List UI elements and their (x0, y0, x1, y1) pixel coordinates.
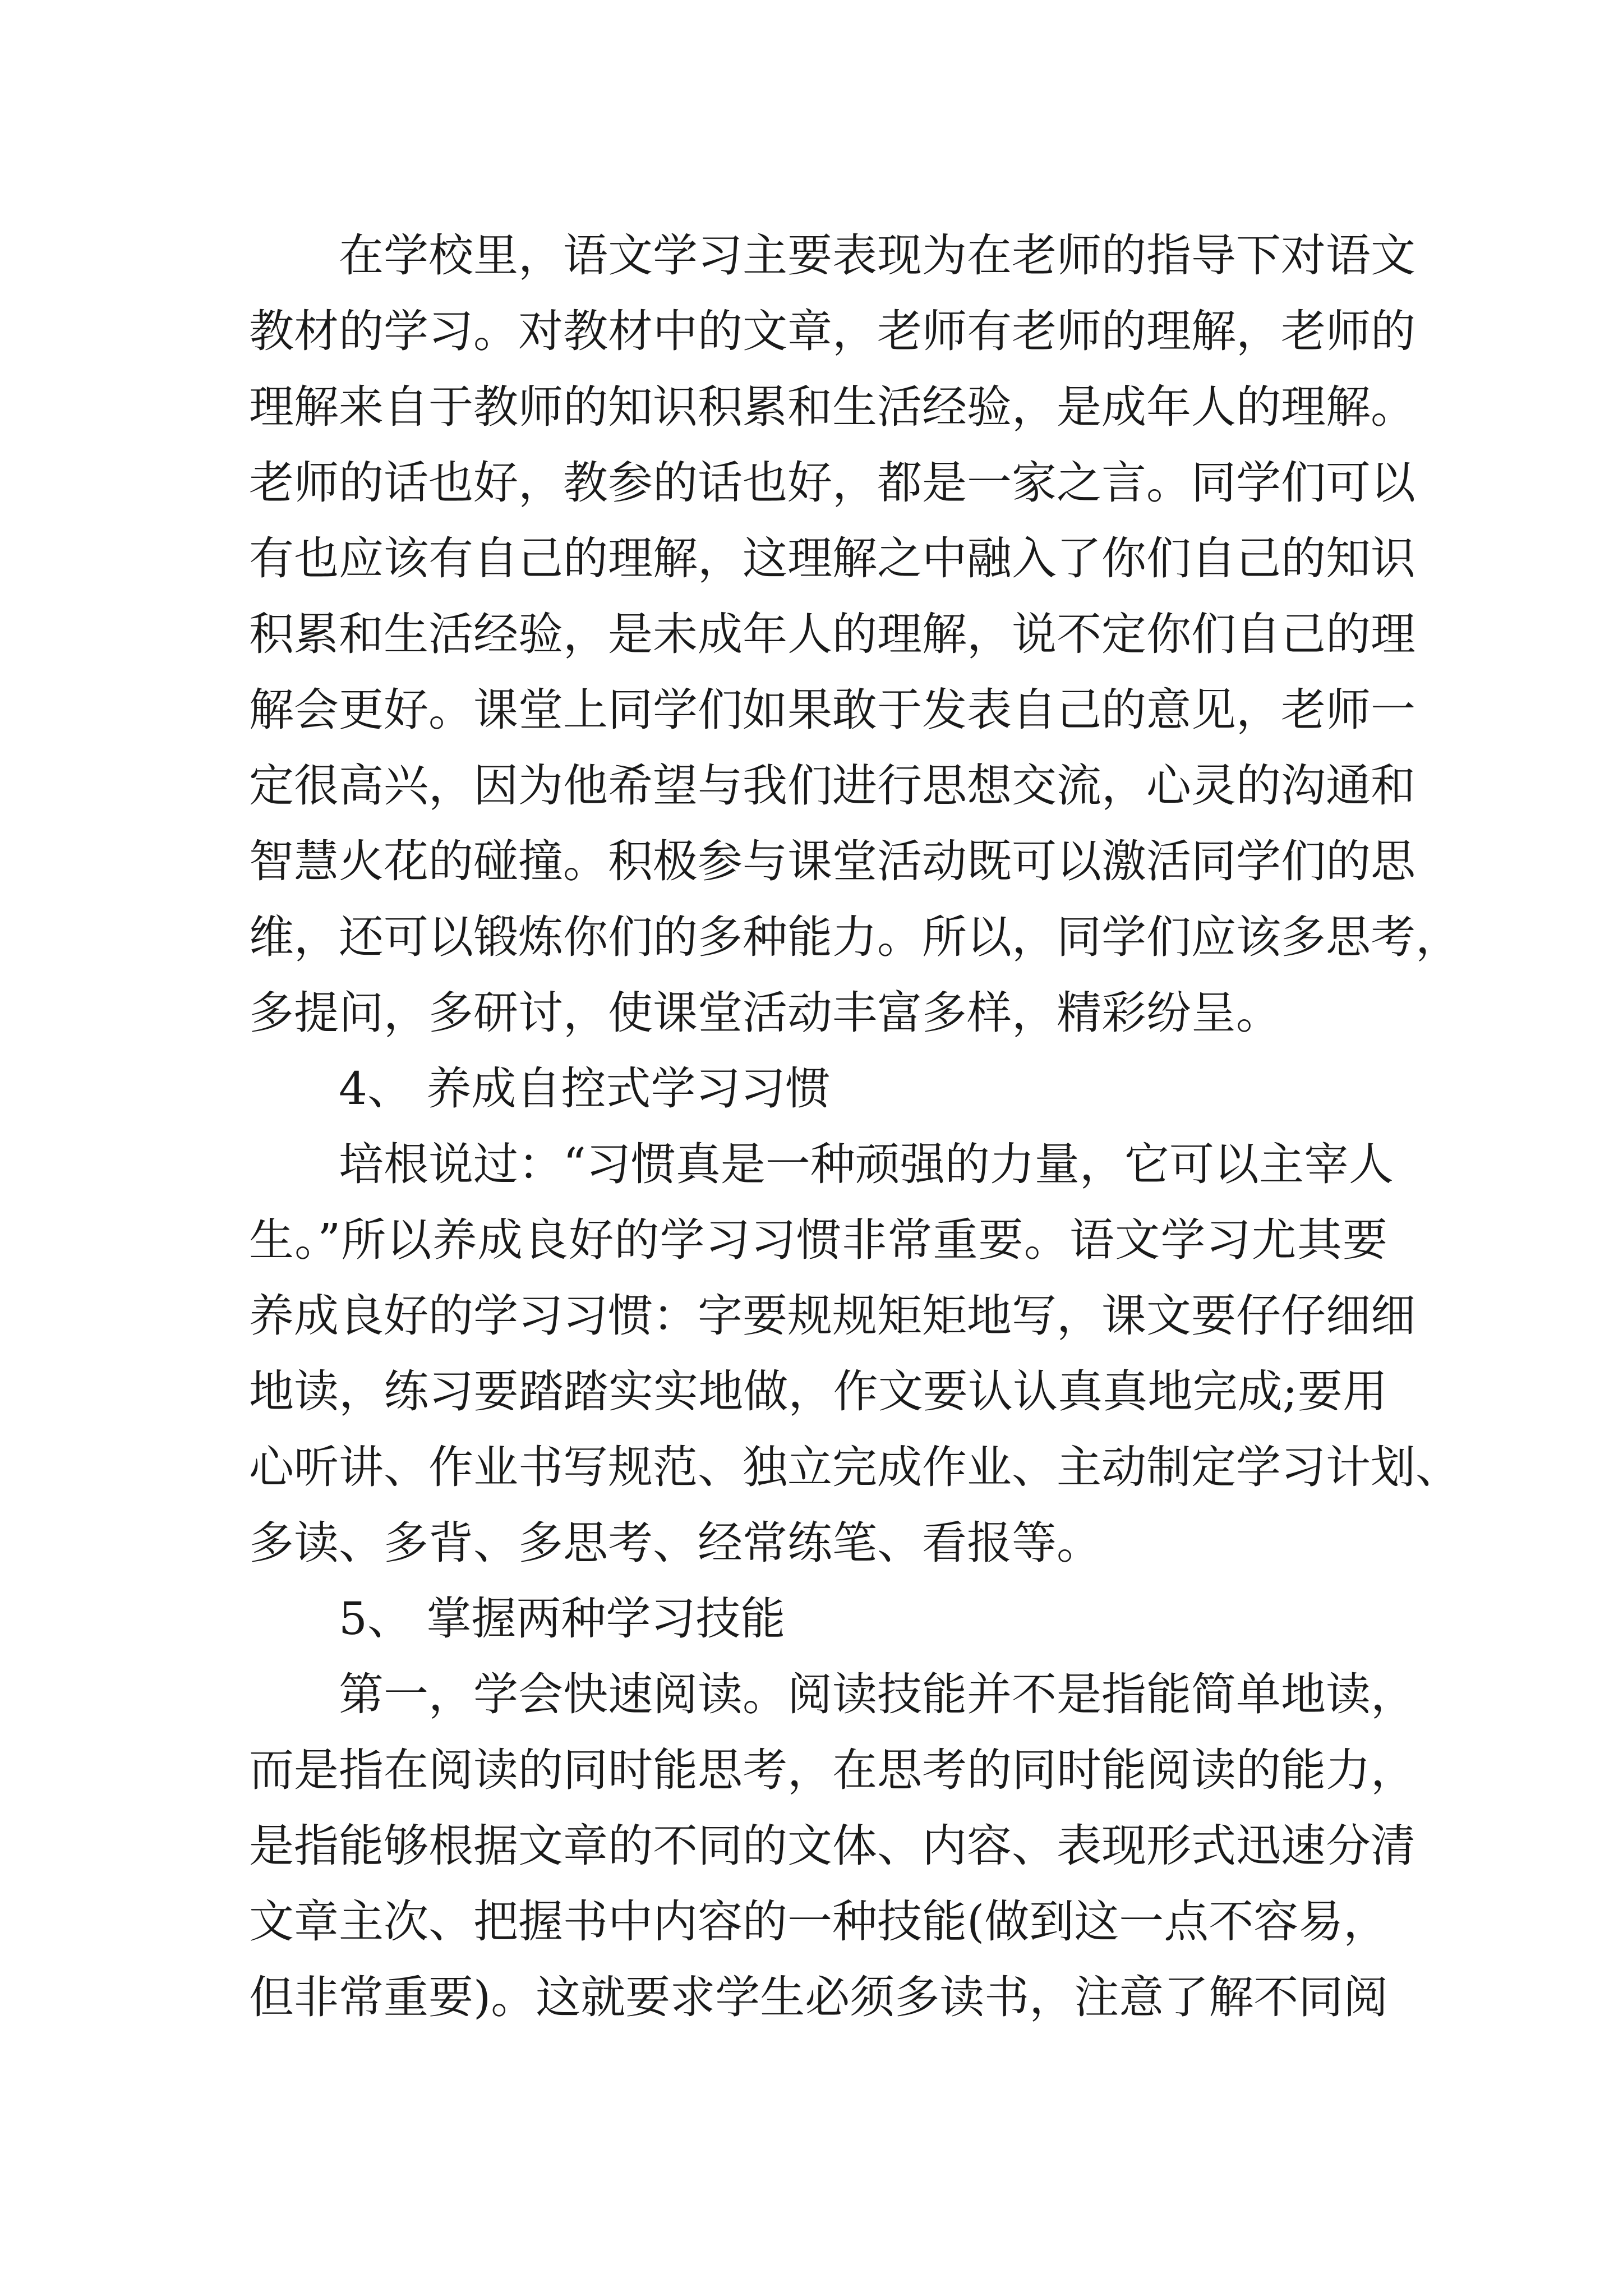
paragraph-line: 维，还可以锻炼你们的多种能力。所以，同学们应该多思考， (249, 911, 1460, 963)
paragraph-line: 有也应该有自己的理解，这理解之中融入了你们自己的知识 (249, 532, 1415, 585)
paragraph-line: 积累和生活经验，是未成年人的理解，说不定你们自己的理 (249, 608, 1415, 660)
paragraph-line: 多读、多背、多思考、经常练笔、看报等。 (249, 1517, 1101, 1569)
paragraph-line: 而是指在阅读的同时能思考，在思考的同时能阅读的能力， (249, 1744, 1415, 1796)
paragraph-2 (249, 1126, 1460, 1581)
paragraph-line: 第一，学会快速阅读。阅读技能并不是指能简单地读， (339, 1668, 1415, 1720)
paragraph-line: 培根说过：“习惯真是一种顽强的力量，它可以主宰人 (339, 1138, 1394, 1190)
paragraph-3 (249, 1657, 1415, 2035)
document-body (249, 218, 1460, 2035)
paragraph-line: 在学校里，语文学习主要表现为在老师的指导下对语文 (339, 229, 1415, 282)
paragraph-line: 但非常重要)。这就要求学生必须多读书，注意了解不同阅 (249, 1971, 1389, 2023)
paragraph-line: 解会更好。课堂上同学们如果敢于发表自己的意见，老师一 (249, 684, 1415, 736)
paragraph-line: 老师的话也好，教参的话也好，都是一家之言。同学们可以 (249, 457, 1415, 509)
paragraph-1 (249, 218, 1460, 1051)
paragraph-line: 是指能够根据文章的不同的文体、内容、表现形式迅速分清 (249, 1820, 1415, 1872)
paragraph-line: 智慧火花的碰撞。积极参与课堂活动既可以激活同学们的思 (249, 835, 1415, 887)
paragraph-line: 教材的学习。对教材中的文章，老师有老师的理解，老师的 (249, 305, 1415, 357)
paragraph-line: 心听讲、作业书写规范、独立完成作业、主动制定学习计划、 (249, 1441, 1460, 1493)
paragraph-line: 地读，练习要踏踏实实地做，作文要认认真真地完成;要用 (249, 1365, 1387, 1418)
paragraph-line: 定很高兴，因为他希望与我们进行思想交流，心灵的沟通和 (249, 760, 1415, 812)
section-heading-5: 5、 掌握两种学习技能 (339, 1593, 786, 1645)
paragraph-line: 文章主次、把握书中内容的一种技能(做到这一点不容易， (249, 1895, 1389, 1948)
paragraph-line: 养成良好的学习习惯：字要规规矩矩地写，课文要仔仔细细 (249, 1290, 1415, 1342)
paragraph-line: 生。”所以养成良好的学习习惯非常重要。语文学习尤其要 (249, 1214, 1387, 1266)
paragraph-line: 多提问，多研讨，使课堂活动丰富多样，精彩纷呈。 (249, 987, 1281, 1039)
section-heading-4: 4、 养成自控式学习习惯 (339, 1062, 831, 1115)
paragraph-line: 理解来自于教师的知识积累和生活经验，是成年人的理解。 (249, 381, 1415, 433)
